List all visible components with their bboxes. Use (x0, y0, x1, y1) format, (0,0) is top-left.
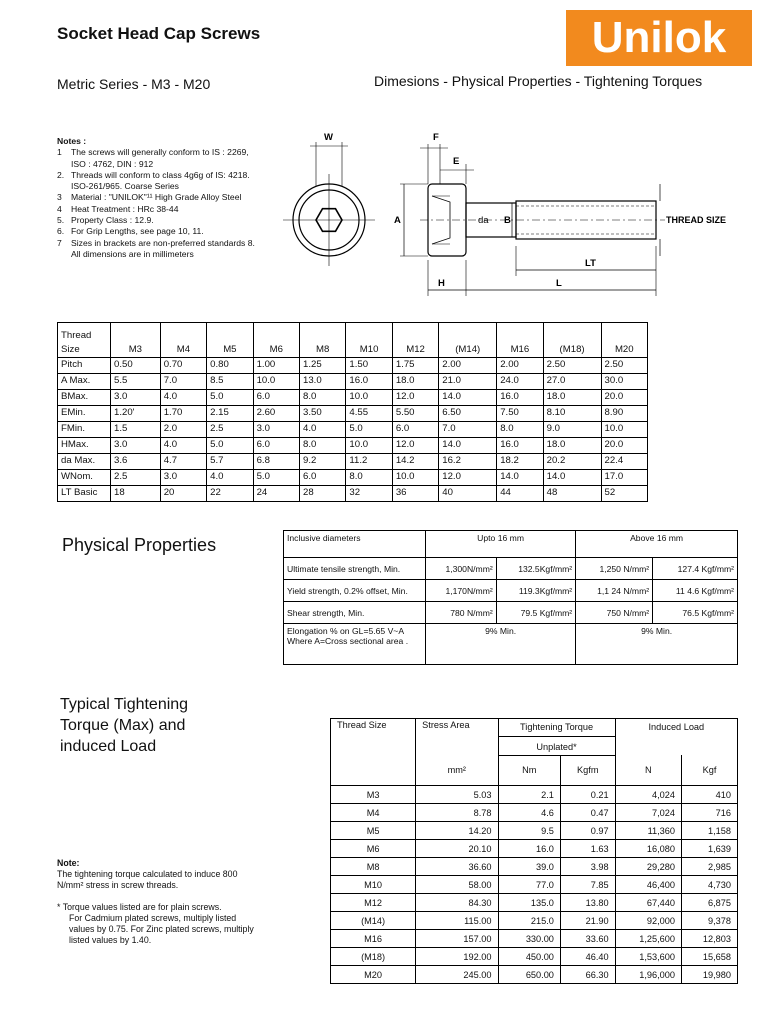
note-num: 1 (57, 147, 62, 158)
table-cell: 5.5 (111, 374, 161, 390)
table-cell: 2.0 (160, 422, 206, 438)
table-cell: 5.50 (392, 406, 438, 422)
label-l: L (556, 278, 562, 289)
table-cell: 127.4 Kgf/mm² (653, 558, 738, 580)
table-cell: 2.50 (543, 358, 601, 374)
table-cell: 119.3Kgf/mm² (496, 580, 575, 602)
dimensions-table (57, 322, 648, 502)
table-cell: 12.0 (392, 438, 438, 454)
torque-note-line-1: The tightening torque calculated to induce 800 N/mm² stress in screw threads. (57, 869, 238, 890)
table-cell: 0.97 (560, 822, 615, 840)
table-cell: 3.50 (299, 406, 345, 422)
table-cell: 12.0 (392, 390, 438, 406)
table-cell (284, 624, 426, 665)
table-cell: 66.30 (560, 966, 615, 984)
table-cell: 6.8 (253, 454, 299, 470)
table-cell: 0.50 (111, 358, 161, 374)
table-cell: 115.00 (416, 912, 498, 930)
label-f: F (433, 132, 439, 143)
table-cell: 2.00 (439, 358, 497, 374)
note-item (57, 226, 257, 237)
table-cell: 330.00 (498, 930, 560, 948)
note-text: Heat Treatment : HRc 38-44 (71, 203, 179, 214)
series-subtitle: Metric Series - M3 - M20 (57, 76, 211, 92)
table-cell: 135.0 (498, 894, 560, 912)
table-cell: 1.63 (560, 840, 615, 858)
unit-cell: Nm (498, 755, 560, 786)
torque-note-line-2: * Torque values listed are for plain screws. (57, 902, 222, 912)
table-cell: 7.0 (439, 422, 497, 438)
table-cell: 5.0 (253, 470, 299, 486)
table-cell: 4.7 (160, 454, 206, 470)
table-cell: 9,378 (682, 912, 738, 930)
physical-properties-table (283, 530, 738, 665)
note-item (57, 204, 257, 215)
table-cell: 1.70 (160, 406, 206, 422)
torque-note (57, 858, 257, 946)
table-row (331, 948, 738, 966)
contents-subtitle: Dimesions - Physical Properties - Tightening Torques (374, 73, 703, 89)
table-row (331, 894, 738, 912)
table-cell: 2.1 (498, 786, 560, 804)
table-row (284, 602, 738, 624)
note-num: 7 (57, 237, 62, 248)
table-cell: 245.00 (416, 966, 498, 984)
table-cell: 92,000 (615, 912, 681, 930)
table-cell: 650.00 (498, 966, 560, 984)
note-num: 5. (57, 215, 65, 226)
table-cell: 30.0 (601, 374, 647, 390)
table-cell: 8.5 (207, 374, 253, 390)
table-cell: 8.0 (299, 390, 345, 406)
table-cell: 21.0 (439, 374, 497, 390)
table-cell: Shear strength, Min. (284, 602, 426, 624)
table-cell: 22.4 (601, 454, 647, 470)
unit-cell: N (615, 755, 681, 786)
label-w: W (324, 132, 333, 143)
note-num: 4 (57, 203, 62, 214)
table-cell: EMin. (58, 406, 111, 422)
table-row (331, 719, 738, 737)
table-cell: 14.2 (392, 454, 438, 470)
table-cell: 20.2 (543, 454, 601, 470)
table-cell: FMin. (58, 422, 111, 438)
table-cell: 58.00 (416, 876, 498, 894)
note-text: For Grip Lengths, see page 10, 11. (71, 226, 204, 237)
table-cell: 46.40 (560, 948, 615, 966)
table-cell: 410 (682, 786, 738, 804)
table-cell: 14.0 (439, 438, 497, 454)
table-cell: 10.0 (601, 422, 647, 438)
table-cell: 32 (346, 486, 392, 502)
torque-section-title: Typical Tightening Torque (Max) and induced Load (60, 696, 189, 755)
table-cell: 10.0 (346, 438, 392, 454)
table-cell: A Max. (58, 374, 111, 390)
elongation-line-2: Where A=Cross sectional area . (287, 636, 409, 646)
table-cell: 1.00 (253, 358, 299, 374)
table-cell: 79.5 Kgf/mm² (496, 602, 575, 624)
table-cell: 20 (160, 486, 206, 502)
table-cell: 157.00 (416, 930, 498, 948)
table-cell: 13.0 (299, 374, 345, 390)
table-header-row (58, 323, 648, 358)
note-item (57, 170, 257, 193)
torque-table (330, 718, 738, 984)
table-cell: 28 (299, 486, 345, 502)
label-e: E (453, 156, 460, 167)
table-row (58, 406, 648, 422)
table-cell: 12,803 (682, 930, 738, 948)
table-cell: 3.0 (111, 438, 161, 454)
table-cell: 18.0 (543, 390, 601, 406)
table-cell: M8 (331, 858, 416, 876)
table-cell: 1,170N/mm² (426, 580, 497, 602)
table-cell: 7.0 (160, 374, 206, 390)
table-cell: 9% Min. (426, 624, 576, 665)
table-cell: 33.60 (560, 930, 615, 948)
table-cell: 13.80 (560, 894, 615, 912)
table-cell: Yield strength, 0.2% offset, Min. (284, 580, 426, 602)
table-cell: 1.5 (111, 422, 161, 438)
table-cell: 1,300N/mm² (426, 558, 497, 580)
table-cell: 10.0 (392, 470, 438, 486)
table-cell: 16.0 (497, 438, 543, 454)
table-row (331, 858, 738, 876)
table-cell: Pitch (58, 358, 111, 374)
table-cell: (M18) (543, 323, 601, 358)
table-cell: M3 (331, 786, 416, 804)
table-cell: 44 (497, 486, 543, 502)
table-cell: 4.0 (160, 390, 206, 406)
table-cell: 132.5Kgf/mm² (496, 558, 575, 580)
table-cell: 9% Min. (576, 624, 738, 665)
table-cell: 8.78 (416, 804, 498, 822)
table-row (58, 358, 648, 374)
label-h: H (438, 278, 445, 289)
table-cell: 192.00 (416, 948, 498, 966)
table-cell: 1.50 (346, 358, 392, 374)
table-cell: 84.30 (416, 894, 498, 912)
table-cell: 1.20' (111, 406, 161, 422)
table-row (331, 840, 738, 858)
table-cell: 19,980 (682, 966, 738, 984)
label-lt: LT (585, 258, 596, 269)
header-stress-area: Stress Area (416, 719, 498, 756)
table-cell: 8.90 (601, 406, 647, 422)
table-cell: 36.60 (416, 858, 498, 876)
table-row (331, 912, 738, 930)
table-cell: 1.75 (392, 358, 438, 374)
table-row (58, 486, 648, 502)
table-cell: 16,080 (615, 840, 681, 858)
table-cell: WNom. (58, 470, 111, 486)
table-cell: 4.0 (207, 470, 253, 486)
table-cell: 3.0 (253, 422, 299, 438)
table-cell: 20.0 (601, 390, 647, 406)
page-title: Socket Head Cap Screws (57, 24, 261, 43)
table-cell: 67,440 (615, 894, 681, 912)
table-cell: 0.70 (160, 358, 206, 374)
note-text: Sizes in brackets are non-preferred standards 8. All dimensions are in millimeters (71, 237, 255, 259)
table-cell: 1,53,600 (615, 948, 681, 966)
table-row (284, 558, 738, 580)
table-cell: 716 (682, 804, 738, 822)
table-cell: 9.5 (498, 822, 560, 840)
table-cell: 18.0 (392, 374, 438, 390)
table-cell: 1,158 (682, 822, 738, 840)
table-cell: 8.10 (543, 406, 601, 422)
table-cell: M5 (331, 822, 416, 840)
table-cell: 4,730 (682, 876, 738, 894)
table-row (331, 786, 738, 804)
table-cell: 3.98 (560, 858, 615, 876)
header-unplated: Unplated* (498, 737, 615, 755)
table-cell: 17.0 (601, 470, 647, 486)
table-cell: 7,024 (615, 804, 681, 822)
table-cell: 1,639 (682, 840, 738, 858)
table-cell: 24.0 (497, 374, 543, 390)
table-cell: 20.0 (601, 438, 647, 454)
table-cell: M8 (299, 323, 345, 358)
table-cell: BMax. (58, 390, 111, 406)
table-cell: 750 N/mm² (576, 602, 653, 624)
table-cell: 4.6 (498, 804, 560, 822)
label-thread-size: THREAD SIZE (666, 215, 727, 225)
table-cell: 2.5 (207, 422, 253, 438)
table-cell: 10.0 (253, 374, 299, 390)
table-cell: 22 (207, 486, 253, 502)
note-item (57, 192, 257, 203)
table-row (331, 804, 738, 822)
table-cell: 2.5 (111, 470, 161, 486)
table-cell: 5.0 (207, 438, 253, 454)
table-row (58, 374, 648, 390)
label-da: da (478, 215, 489, 226)
note-text: Property Class : 12.9. (71, 215, 154, 226)
table-cell: 6.0 (299, 470, 345, 486)
table-cell: 0.47 (560, 804, 615, 822)
note-num: 3 (57, 192, 62, 203)
table-cell: 780 N/mm² (426, 602, 497, 624)
table-cell: 6.0 (253, 438, 299, 454)
table-cell: 1,25,600 (615, 930, 681, 948)
label-a: A (394, 215, 401, 226)
unit-cell: Kgf (682, 755, 738, 786)
table-cell: Ultimate tensile strength, Min. (284, 558, 426, 580)
table-cell: 27.0 (543, 374, 601, 390)
table-cell: 2,985 (682, 858, 738, 876)
table-row (331, 876, 738, 894)
table-cell: 39.0 (498, 858, 560, 876)
table-cell: 16.2 (439, 454, 497, 470)
table-row (331, 822, 738, 840)
unilok-logo: Unilok (566, 10, 752, 66)
table-cell: 36 (392, 486, 438, 502)
table-cell: 5.7 (207, 454, 253, 470)
table-cell: 18 (111, 486, 161, 502)
table-cell: M12 (331, 894, 416, 912)
table-cell: 215.0 (498, 912, 560, 930)
table-cell: M5 (207, 323, 253, 358)
table-cell: 3.0 (111, 390, 161, 406)
table-cell: 14.0 (543, 470, 601, 486)
header-thread-size: Thread Size (331, 719, 416, 756)
table-cell: 77.0 (498, 876, 560, 894)
table-cell: 16.0 (346, 374, 392, 390)
table-cell: M16 (331, 930, 416, 948)
unit-cell: Kgfm (560, 755, 615, 786)
note-num: 2. (57, 169, 65, 180)
table-cell: 0.21 (560, 786, 615, 804)
table-cell: 29,280 (615, 858, 681, 876)
screw-diagram (280, 126, 740, 312)
table-cell: 20.10 (416, 840, 498, 858)
header-tightening-torque: Tightening Torque (498, 719, 615, 737)
table-cell: 3.0 (160, 470, 206, 486)
table-cell: 11 4.6 Kgf/mm² (653, 580, 738, 602)
table-cell: M3 (111, 323, 161, 358)
unit-cell (331, 755, 416, 786)
table-cell: 1.25 (299, 358, 345, 374)
table-cell: 76.5 Kgf/mm² (653, 602, 738, 624)
table-cell: 7.50 (497, 406, 543, 422)
torque-note-line-3: For Cadmium plated screws, multiply listed values by 0.75. For Zinc plated screws, multiply listed values by 1.40. (69, 913, 254, 945)
table-row (284, 580, 738, 602)
table-cell: 18.0 (543, 438, 601, 454)
notes-block (57, 136, 257, 260)
table-cell: 11.2 (346, 454, 392, 470)
table-row (284, 531, 738, 558)
table-cell: Upto 16 mm (426, 531, 576, 558)
table-cell: (M18) (331, 948, 416, 966)
table-cell: 6.0 (392, 422, 438, 438)
table-cell: 0.80 (207, 358, 253, 374)
table-cell: M10 (331, 876, 416, 894)
note-text: Material : "UNILOK"¹¹ High Grade Alloy Steel (71, 192, 242, 203)
table-cell: 2.50 (601, 358, 647, 374)
table-row (331, 966, 738, 984)
table-cell: 6.50 (439, 406, 497, 422)
table-cell: 4.0 (160, 438, 206, 454)
table-row (58, 422, 648, 438)
table-cell: 8.0 (299, 438, 345, 454)
torque-note-heading: Note: (57, 858, 80, 868)
table-row (331, 755, 738, 786)
note-text: The screws will generally conform to IS : 2269, ISO : 4762, DIN : 912 (71, 147, 249, 169)
table-cell: 24 (253, 486, 299, 502)
table-cell: 2.60 (253, 406, 299, 422)
table-cell: 21.90 (560, 912, 615, 930)
table-cell: Inclusive diameters (284, 531, 426, 558)
table-cell: 7.85 (560, 876, 615, 894)
table-cell: 18.2 (497, 454, 543, 470)
table-cell: 1,1 24 N/mm² (576, 580, 653, 602)
table-cell: 12.0 (439, 470, 497, 486)
table-cell: M4 (331, 804, 416, 822)
table-cell: (M14) (439, 323, 497, 358)
table-cell: 6,875 (682, 894, 738, 912)
note-item (57, 147, 257, 170)
header-induced-load: Induced Load (615, 719, 737, 756)
table-cell: 6.0 (253, 390, 299, 406)
table-cell: LT Basic (58, 486, 111, 502)
table-cell: 5.0 (346, 422, 392, 438)
table-cell: 14.20 (416, 822, 498, 840)
table-cell: 48 (543, 486, 601, 502)
table-cell: M12 (392, 323, 438, 358)
table-cell: 16.0 (498, 840, 560, 858)
table-cell: M10 (346, 323, 392, 358)
table-cell: 14.0 (439, 390, 497, 406)
table-cell: (M14) (331, 912, 416, 930)
unit-cell: mm² (416, 755, 498, 786)
table-cell: HMax. (58, 438, 111, 454)
table-cell: Above 16 mm (576, 531, 738, 558)
note-item (57, 215, 257, 226)
table-cell: 5.0 (207, 390, 253, 406)
table-cell: 5.03 (416, 786, 498, 804)
table-row (331, 930, 738, 948)
table-cell: 4,024 (615, 786, 681, 804)
table-cell: M6 (331, 840, 416, 858)
table-cell: 4.0 (299, 422, 345, 438)
table-row (58, 438, 648, 454)
table-cell: 2.00 (497, 358, 543, 374)
note-num: 6. (57, 226, 65, 237)
table-cell: 15,658 (682, 948, 738, 966)
table-cell: 1,250 N/mm² (576, 558, 653, 580)
table-row (58, 470, 648, 486)
table-cell: 4.55 (346, 406, 392, 422)
elongation-line-1: Elongation % on GL=5.65 V~A (287, 626, 405, 636)
table-cell: 9.2 (299, 454, 345, 470)
table-cell: Thread Size (58, 323, 111, 358)
table-cell: M6 (253, 323, 299, 358)
table-row (284, 624, 738, 665)
table-cell: 1,96,000 (615, 966, 681, 984)
table-cell: 40 (439, 486, 497, 502)
table-cell: 14.0 (497, 470, 543, 486)
table-cell: M4 (160, 323, 206, 358)
table-cell: da Max. (58, 454, 111, 470)
table-cell: M20 (601, 323, 647, 358)
table-cell: 11,360 (615, 822, 681, 840)
table-cell: 3.6 (111, 454, 161, 470)
table-cell: 10.0 (346, 390, 392, 406)
note-item (57, 238, 257, 261)
table-cell: 2.15 (207, 406, 253, 422)
table-cell: 8.0 (497, 422, 543, 438)
note-text: Threads will conform to class 4g6g of IS: 4218. ISO-261/965. Coarse Series (71, 169, 250, 192)
table-cell: 450.00 (498, 948, 560, 966)
table-cell: 52 (601, 486, 647, 502)
notes-heading: Notes : (57, 136, 87, 146)
label-b: B (504, 215, 511, 226)
table-cell: M20 (331, 966, 416, 984)
table-cell: 46,400 (615, 876, 681, 894)
table-cell: M16 (497, 323, 543, 358)
table-cell: 8.0 (346, 470, 392, 486)
table-cell: 9.0 (543, 422, 601, 438)
table-row (58, 390, 648, 406)
table-row (58, 454, 648, 470)
physical-properties-title: Physical Properties (62, 535, 217, 555)
table-cell: 16.0 (497, 390, 543, 406)
